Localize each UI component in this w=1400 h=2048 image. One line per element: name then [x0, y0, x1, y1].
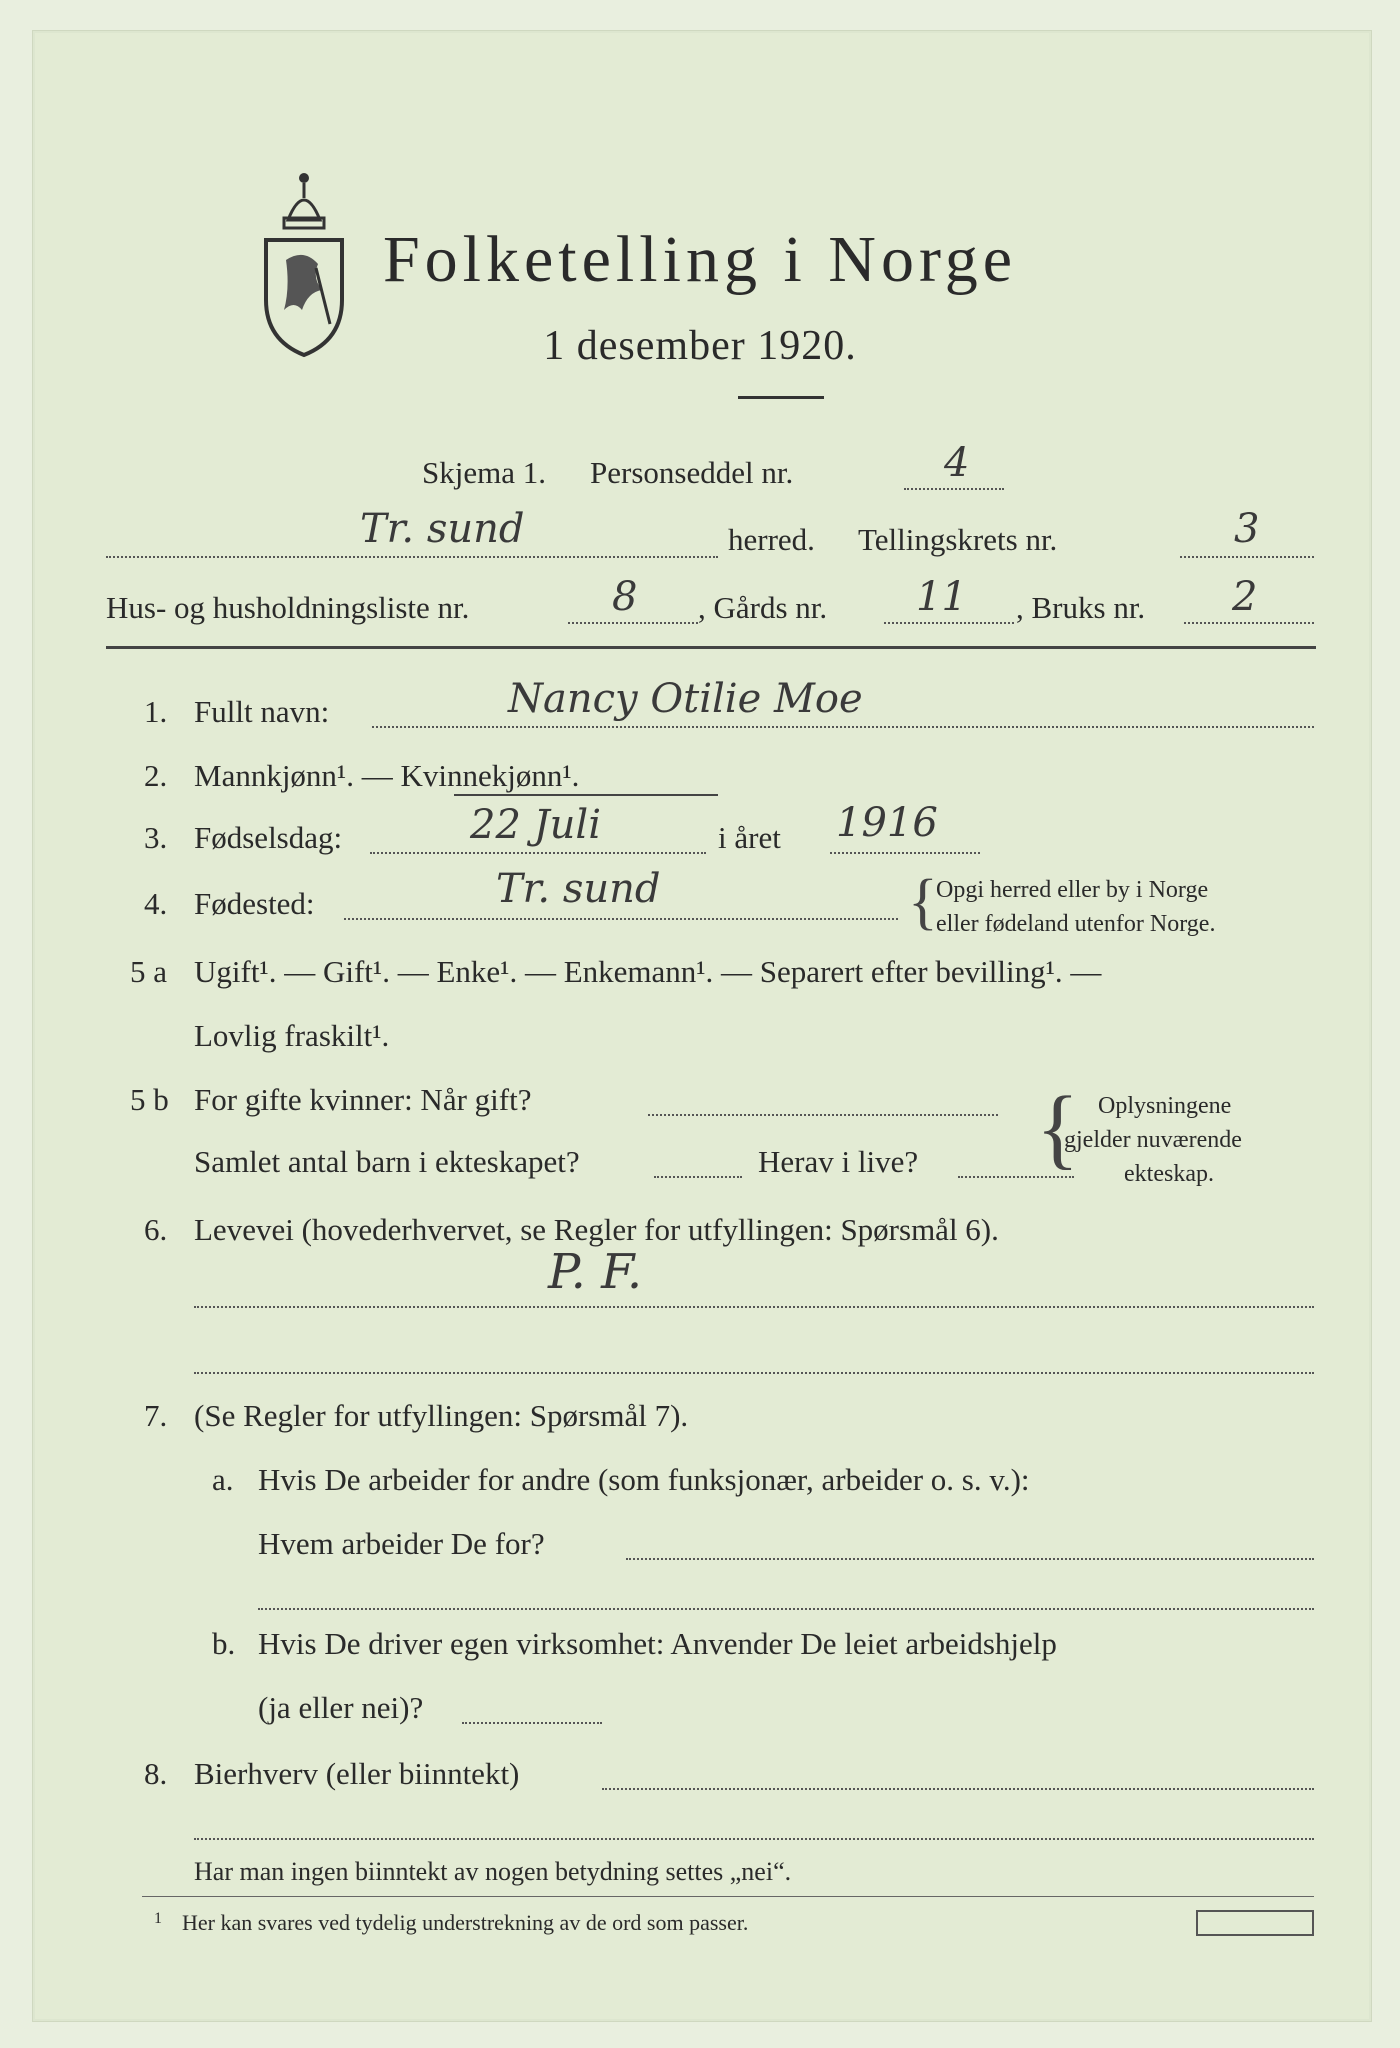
q5b-note-2: gjelder nuværende — [1064, 1127, 1242, 1153]
q4-value: Tr. sund — [496, 866, 661, 912]
q8-note: Har man ingen biinntekt av nogen betydning settes „nei“. — [194, 1857, 792, 1886]
bruks-label: , Bruks nr. — [1016, 590, 1146, 625]
q5b-number: 5 b — [130, 1082, 169, 1117]
q5b-label-3: Herav i live? — [758, 1144, 919, 1179]
herred-label: herred. — [728, 522, 815, 557]
q4-label: Fødested: — [194, 886, 315, 921]
q5b-label-2: Samlet antal barn i ekteskapet? — [194, 1144, 580, 1179]
hus-label: Hus- og husholdningsliste nr. — [106, 590, 470, 625]
q5a-number: 5 a — [130, 954, 168, 989]
q1-value: Nancy Otilie Moe — [508, 676, 863, 722]
q6-number: 6. — [144, 1212, 168, 1247]
q3-label: Fødselsdag: — [194, 820, 343, 855]
q6-label: Levevei (hovederhvervet, se Regler for utfyllingen: Spørsmål 6). — [194, 1212, 999, 1247]
footnote-text: Her kan svares ved tydelig understrekning av de ord som passer. — [182, 1910, 749, 1935]
q6-value: P. F. — [548, 1244, 643, 1300]
q7-number: 7. — [144, 1398, 168, 1433]
q7b-label-2: (ja eller nei)? — [258, 1690, 424, 1725]
q6-line-2 — [194, 1372, 1314, 1374]
q8-number: 8. — [144, 1756, 168, 1791]
page-title: Folketelling i Norge — [382, 223, 1018, 296]
title-divider — [738, 396, 824, 399]
q2-number: 2. — [144, 758, 168, 793]
q5a-label: Ugift¹. — Gift¹. — Enke¹. — Enkemann¹. — Separert efter bevilling¹. — — [194, 954, 1102, 989]
bruks-line — [1184, 622, 1314, 624]
bruks-value: 2 — [1232, 574, 1258, 620]
q3-year-label: i året — [718, 820, 781, 855]
herred-line — [106, 556, 718, 558]
q4-number: 4. — [144, 886, 168, 921]
gards-label: , Gårds nr. — [698, 590, 828, 625]
q5b-label: For gifte kvinner: Når gift? — [194, 1082, 532, 1117]
q5b-married-line — [648, 1114, 998, 1116]
q4-line — [344, 918, 898, 920]
q4-note-2: eller fødeland utenfor Norge. — [936, 911, 1216, 937]
q5b-note-3: ekteskap. — [1124, 1161, 1214, 1187]
q5b-children-line — [654, 1176, 742, 1178]
personseddel-line — [904, 488, 1004, 490]
q1-label: Fullt navn: — [194, 694, 330, 729]
q5b-brace: { — [1036, 1079, 1080, 1178]
q6-line-1 — [194, 1306, 1314, 1308]
q7b-line — [462, 1722, 602, 1724]
q8-line-2 — [194, 1838, 1314, 1840]
skjema-label: Skjema 1. — [422, 455, 546, 490]
personseddel-label: Personseddel nr. — [590, 455, 794, 490]
q4-brace: { — [908, 868, 938, 936]
tellingskrets-value: 3 — [1234, 506, 1260, 552]
q7a-number: a. — [212, 1462, 234, 1497]
footnote-rule — [142, 1896, 1314, 1897]
hus-line — [568, 622, 698, 624]
q3-year-line — [830, 852, 980, 854]
q3-line — [370, 852, 706, 854]
header-rule — [106, 646, 1316, 649]
q3-year-value: 1916 — [836, 800, 938, 846]
gards-value: 11 — [916, 574, 967, 620]
q7a-label: Hvis De arbeider for andre (som funksjonær, arbeider o. s. v.): — [258, 1462, 1030, 1497]
q7b-number: b. — [212, 1626, 236, 1661]
q3-number: 3. — [144, 820, 168, 855]
q2-underline — [454, 794, 718, 796]
hus-value: 8 — [612, 574, 638, 620]
q7a-label-2: Hvem arbeider De for? — [258, 1526, 545, 1561]
herred-value: Tr. sund — [360, 506, 525, 552]
q5b-note-1: Oplysningene — [1098, 1093, 1232, 1119]
q7b-label: Hvis De driver egen virksomhet: Anvender De leiet arbeidshjelp — [258, 1626, 1057, 1661]
personseddel-value: 4 — [944, 440, 970, 486]
q7-label: (Se Regler for utfyllingen: Spørsmål 7). — [194, 1398, 689, 1433]
tellingskrets-line — [1180, 556, 1314, 558]
q7a-line-2 — [258, 1608, 1314, 1610]
q1-number: 1. — [144, 694, 168, 729]
census-date: 1 desember 1920. — [543, 323, 857, 369]
q8-line-1 — [602, 1788, 1314, 1790]
q8-label: Bierhverv (eller biinntekt) — [194, 1756, 520, 1791]
gards-line — [884, 622, 1014, 624]
q3-value: 22 Juli — [470, 802, 601, 848]
q2-label: Mannkjønn¹. — Kvinnekjønn¹. — [194, 758, 580, 793]
q5a-label-2: Lovlig fraskilt¹. — [194, 1018, 390, 1053]
q1-line — [372, 726, 1314, 728]
tellingskrets-label: Tellingskrets nr. — [858, 522, 1058, 557]
q7a-line-1 — [626, 1558, 1314, 1560]
footnote-mark: 1 — [154, 1910, 162, 1927]
q4-note-1: Opgi herred eller by i Norge — [936, 877, 1209, 903]
printer-stamp — [1196, 1910, 1314, 1936]
